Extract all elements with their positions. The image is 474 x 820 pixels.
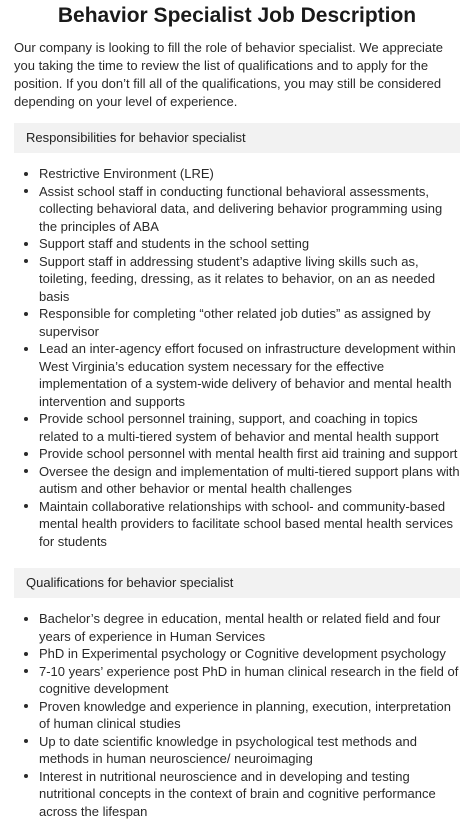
- qualification-item: Up to date scientific knowledge in psychological test methods and methods in human neuroscience/ neuroimaging: [39, 733, 460, 768]
- qualification-item: Interest in nutritional neuroscience and in developing and testing nutritional concepts in the context of brain and cognitive performance across the lifespan: [39, 768, 460, 820]
- page-title: Behavior Specialist Job Description: [57, 4, 417, 27]
- qualification-item: Proven knowledge and experience in planning, execution, interpretation of human clinical studies: [39, 698, 460, 733]
- responsibility-item: Provide school personnel training, support, and coaching in topics related to a multi-tiered system of behavior and mental health support: [39, 410, 460, 445]
- responsibilities-heading: Responsibilities for behavior specialist: [14, 123, 460, 153]
- responsibility-item: Oversee the design and implementation of multi-tiered support plans with autism and other behavior or mental health challenges: [39, 463, 460, 496]
- intro-paragraph: Our company is looking to fill the role of behavior specialist. We appreciate you taking the time to review the list of qualifications and to apply for the position. If you don’t fill all of the qualifications, you may still be considered depending on your level of experience.: [14, 40, 443, 109]
- responsibility-item: Support staff and students in the school setting: [39, 235, 460, 253]
- responsibility-item: Maintain collaborative relationships with school- and community-based mental health providers to facilitate school based mental health services for students: [39, 498, 460, 551]
- qualification-item: 7-10 years’ experience post PhD in human clinical research in the field of cognitive development: [39, 663, 459, 696]
- responsibility-item: Responsible for completing “other related job duties” as assigned by supervisor: [39, 305, 460, 340]
- qualifications-heading: Qualifications for behavior specialist: [14, 568, 460, 598]
- responsibility-item: Restrictive Environment (LRE): [39, 165, 460, 183]
- responsibility-item: Provide school personnel with mental health first aid training and support: [39, 445, 460, 463]
- qualification-item: PhD in Experimental psychology or Cognitive development psychology: [39, 645, 460, 663]
- responsibility-item: Support staff in addressing student’s adaptive living skills such as, toileting, feeding, dressing, as it relates to behavior, on an as needed basis: [39, 253, 460, 306]
- responsibilities-list: [14, 165, 460, 550]
- responsibility-item: Assist school staff in conducting functional behavioral assessments, collecting behavioral data, and delivering behavior programming using the principles of ABA: [39, 183, 460, 236]
- qualifications-list: [14, 610, 460, 820]
- qualification-item: Bachelor’s degree in education, mental health or related field and four years of experience in Human Services: [39, 610, 460, 645]
- responsibility-item: Lead an inter-agency effort focused on infrastructure development within West Virginia’s education system necessary for the effective implementation of a system-wide delivery of behavior and mental health intervention and supports: [39, 340, 460, 410]
